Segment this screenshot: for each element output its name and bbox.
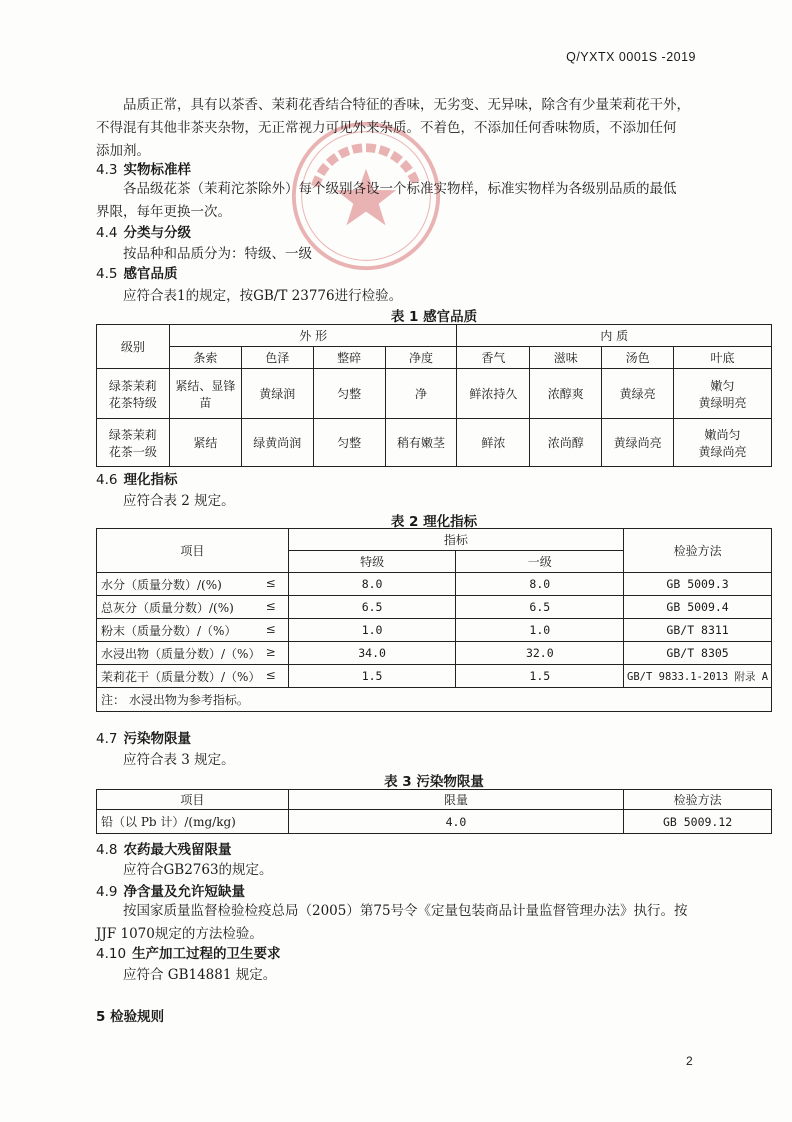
cell-special: 6.5 [288, 596, 456, 619]
section-4-6-heading [96, 468, 177, 488]
section-4-4-heading [96, 221, 191, 241]
cell-level [97, 369, 170, 419]
section-4-7-heading [96, 727, 191, 747]
cell-evenness: 匀整 [313, 419, 385, 467]
col-clarity: 净度 [385, 347, 457, 369]
section-number: 4.10 [96, 946, 127, 962]
col-liquor-color: 汤色 [602, 347, 674, 369]
col-color: 色泽 [241, 347, 313, 369]
col-special-grade: 特级 [288, 551, 456, 573]
cell-limit: 4.0 [288, 810, 623, 834]
cell-line: 黄绿尚亮 [698, 444, 747, 459]
contaminant-limit-table [96, 789, 772, 834]
section-4-5-heading [96, 262, 177, 282]
table-2-caption: 表 2 理化指标 [390, 514, 478, 530]
section-title: 感官品质 [123, 266, 178, 282]
section-title: 污染物限量 [123, 731, 191, 747]
cell-special: 1.0 [288, 619, 456, 642]
cell-line: 绿茶茉莉 [108, 427, 157, 442]
section-4-3-line-2: 界限，每年更换一次。 [96, 204, 231, 220]
col-first-grade: 一级 [456, 551, 624, 573]
section-4-3-line-1: 各品级花茶（茉莉沱茶除外）每个级别各设一个标准实物样，标准实物样为各级别品质的最低 [123, 181, 677, 197]
page-number: 2 [686, 1054, 693, 1068]
col-item: 项目 [97, 529, 289, 573]
col-test-method: 检验方法 [624, 790, 772, 810]
table-row [97, 619, 772, 642]
comparison-symbol: ≤ [265, 598, 276, 613]
cell-special: 34.0 [288, 642, 456, 665]
cell-line: 紧结、显锋 [175, 378, 236, 393]
section-4-8-text: 应符合GB2763的规定。 [123, 862, 273, 878]
cell-method: GB/T 9833.1-2013 附录 A [624, 665, 772, 688]
section-number: 4.6 [96, 472, 118, 488]
comparison-symbol: ≤ [265, 575, 276, 590]
section-4-6-text: 应符合表 2 规定。 [123, 493, 235, 509]
cell-first: 6.5 [456, 596, 624, 619]
comparison-symbol: ≤ [265, 621, 276, 636]
intro-line-3: 添加剂。 [96, 143, 150, 159]
col-index: 指标 [288, 529, 623, 551]
group-appearance: 外 形 [169, 325, 457, 347]
cell-leaf-base [674, 419, 772, 467]
intro-line-2: 不得混有其他非茶夹杂物，无正常视力可见外来杂质。不着色，不添加任何香味物质，不添加任何 [96, 120, 677, 136]
item-label: 总灰分（质量分数）/(%) [101, 600, 234, 615]
section-number: 4.3 [96, 162, 118, 178]
cell-item [97, 573, 289, 596]
table-row [97, 419, 772, 467]
cell-line: 嫩匀 [710, 378, 735, 393]
comparison-symbol: ≤ [265, 667, 276, 682]
col-level: 级别 [97, 325, 170, 369]
cell-method: GB/T 8305 [624, 642, 772, 665]
section-title: 分类与分级 [123, 225, 191, 241]
cell-line: 苗 [199, 395, 212, 410]
cell-line: 黄绿明亮 [698, 395, 747, 410]
section-4-9-line-2: JJF 1070规定的方法检验。 [96, 926, 263, 942]
intro-line-1: 品质正常，具有以茶香、茉莉花香结合特征的香味，无劣变、无异味，除含有少量茉莉花干外， [123, 97, 690, 113]
cell-taste: 浓尚醇 [530, 419, 602, 467]
section-5-heading: 5 检验规则 [96, 1009, 165, 1025]
cell-shape: 紧结 [169, 419, 241, 467]
cell-item [97, 596, 289, 619]
comparison-symbol: ≥ [265, 644, 276, 659]
cell-line: 花茶特级 [108, 395, 157, 410]
cell-special: 1.5 [288, 665, 456, 688]
table-row [97, 810, 772, 834]
table-note-row [97, 688, 772, 712]
cell-shape [169, 369, 241, 419]
cell-method: GB/T 8311 [624, 619, 772, 642]
section-title: 理化指标 [123, 472, 178, 488]
section-4-4-text: 按品种和品质分为：特级、一级 [123, 246, 312, 262]
cell-liquor-color: 黄绿尚亮 [602, 419, 674, 467]
section-4-7-text: 应符合表 3 规定。 [123, 752, 235, 768]
cell-line: 绿茶茉莉 [108, 378, 157, 393]
section-4-10-text: 应符合 GB14881 规定。 [123, 967, 277, 983]
cell-level [97, 419, 170, 467]
cell-method: GB 5009.4 [624, 596, 772, 619]
col-taste: 滋味 [530, 347, 602, 369]
section-number: 4.7 [96, 731, 118, 747]
col-limit: 限量 [288, 790, 623, 810]
section-number: 4.4 [96, 225, 118, 241]
cell-first: 8.0 [456, 573, 624, 596]
section-title: 农药最大残留限量 [123, 842, 232, 858]
cell-method: GB 5009.3 [624, 573, 772, 596]
table-3-caption: 表 3 污染物限量 [384, 774, 484, 790]
item-label: 水分（质量分数）/(%) [101, 577, 222, 592]
cell-clarity: 净 [385, 369, 457, 419]
col-test-method: 检验方法 [624, 529, 772, 573]
cell-special: 8.0 [288, 573, 456, 596]
cell-line: 嫩尚匀 [704, 427, 741, 442]
cell-first: 1.0 [456, 619, 624, 642]
col-evenness: 整碎 [313, 347, 385, 369]
cell-color: 绿黄尚润 [241, 419, 313, 467]
section-4-8-heading [96, 838, 231, 858]
cell-taste: 浓醇爽 [530, 369, 602, 419]
cell-first: 32.0 [456, 642, 624, 665]
section-4-10-heading [96, 942, 281, 962]
cell-item: 铅（以 Pb 计）/(mg/kg) [97, 810, 289, 834]
cell-item [97, 665, 289, 688]
cell-item [97, 642, 289, 665]
col-aroma: 香气 [457, 347, 530, 369]
cell-liquor-color: 黄绿亮 [602, 369, 674, 419]
item-label: 水浸出物（质量分数）/（%） [101, 646, 261, 661]
section-title: 净含量及允许短缺量 [123, 884, 245, 900]
col-leaf-base: 叶底 [674, 347, 772, 369]
col-item: 项目 [97, 790, 289, 810]
section-4-3-heading [96, 158, 191, 178]
cell-method: GB 5009.12 [624, 810, 772, 834]
item-label: 粉末（质量分数）/（%） [101, 623, 237, 638]
section-number: 4.9 [96, 884, 118, 900]
item-label: 茉莉花干（质量分数）/（%） [101, 669, 261, 684]
section-number: 4.8 [96, 842, 118, 858]
table-row [97, 369, 772, 419]
section-title: 生产加工过程的卫生要求 [132, 946, 281, 962]
group-internal-quality: 内 质 [457, 325, 772, 347]
section-4-9-heading [96, 880, 245, 900]
table-row [97, 573, 772, 596]
cell-item [97, 619, 289, 642]
table-note: 注： 水浸出物为参考指标。 [97, 688, 772, 712]
table-1-caption: 表 1 感官品质 [390, 309, 478, 325]
section-4-9-line-1: 按国家质量监督检验检疫总局（2005）第75号令《定量包装商品计量监督管理办法》执行。按 [123, 903, 688, 919]
cell-clarity: 稍有嫩茎 [385, 419, 457, 467]
sensory-quality-table [96, 324, 772, 467]
cell-evenness: 匀整 [313, 369, 385, 419]
table-row [97, 596, 772, 619]
table-row [97, 665, 772, 688]
cell-leaf-base [674, 369, 772, 419]
cell-aroma: 鲜浓持久 [457, 369, 530, 419]
col-shape: 条索 [169, 347, 241, 369]
physicochemical-table [96, 528, 772, 712]
table-row [97, 642, 772, 665]
section-4-5-text: 应符合表1的规定，按GB/T 23776进行检验。 [123, 288, 403, 304]
cell-color: 黄绿润 [241, 369, 313, 419]
document-code: Q/YXTX 0001S -2019 [566, 50, 696, 64]
cell-first: 1.5 [456, 665, 624, 688]
section-title: 实物标准样 [123, 162, 191, 178]
cell-line: 花茶一级 [108, 444, 157, 459]
cell-aroma: 鲜浓 [457, 419, 530, 467]
section-number: 4.5 [96, 266, 118, 282]
